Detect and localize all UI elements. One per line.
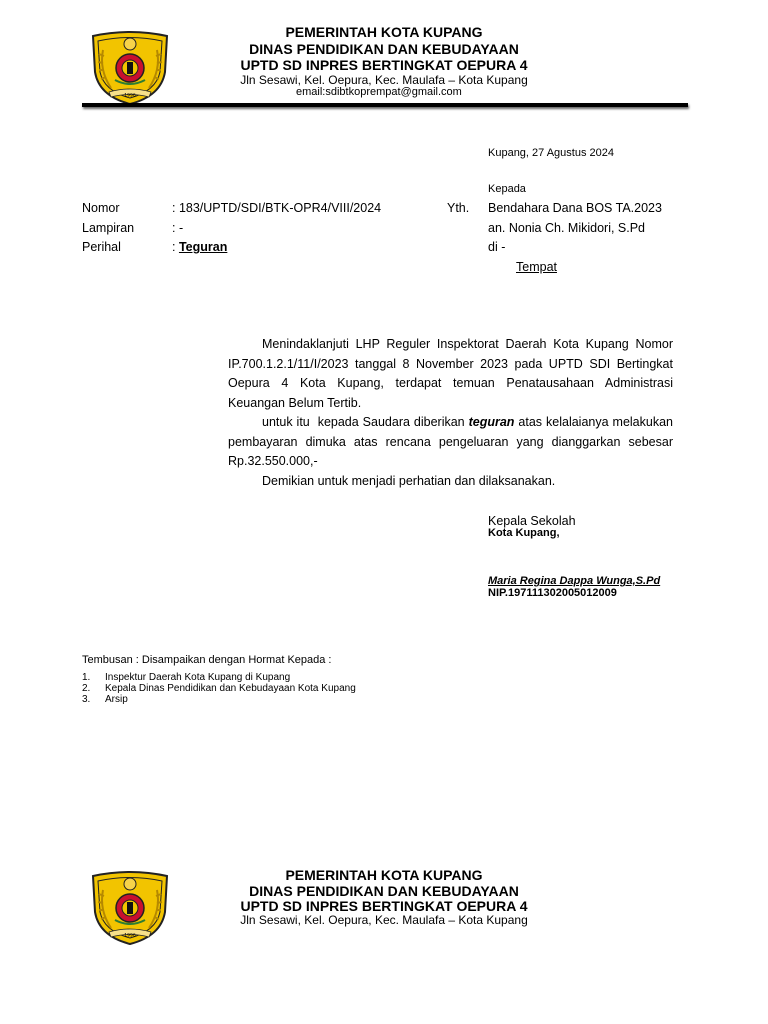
perihal-colon: : [172, 240, 179, 254]
recipient-yth: Yth. [447, 201, 470, 215]
kop-line-1: PEMERINTAH KOTA KUPANG [285, 24, 483, 40]
tembusan-item-num: 3. [82, 694, 91, 705]
lampiran-label: Lampiran [82, 221, 135, 235]
kop-line-2: DINAS PENDIDIKAN DAN KEBUDAYAAN [249, 41, 519, 57]
recipient-line-3: di - [488, 240, 506, 254]
emblem-year: 1996 [124, 933, 136, 939]
emblem-year: 1996 [124, 93, 136, 99]
header-divider [82, 103, 688, 107]
body-p2-before: untuk itu kepada Saudara diberikan [262, 415, 469, 429]
recipient-kepada: Kepada [488, 183, 526, 195]
body-paragraph-1: Menindaklanjuti LHP Reguler Inspektorat Daerah Kota Kupang Nomor IP.700.1.2.1/11/I/2023 tanggal 8 November 2023 pada UPTD SDI Bertingkat Oepura 4 Kota Kupang, terdapat temuan Penatausahaan Administrasi Keuangan Belum Tertib. [228, 337, 673, 410]
body-p2-after: atas kelalaianya melakukan pembayaran dimuka atas rencana pengeluaran yang dianggarkan sebesar Rp.32.550.000,- [228, 415, 673, 468]
tembusan-heading: Tembusan : Disampaikan dengan Hormat Kepada : [82, 654, 332, 666]
recipient-line-1: Bendahara Dana BOS TA.2023 [488, 201, 662, 215]
kop-address: Jln Sesawi, Kel. Oepura, Kec. Maulafa – Kota Kupang [240, 913, 528, 927]
recipient-line-2: an. Nonia Ch. Mikidori, S.Pd [488, 221, 646, 235]
body-paragraph-3: Demikian untuk menjadi perhatian dan dilaksanakan. [262, 473, 556, 488]
lampiran-value: : - [172, 221, 184, 235]
perihal-value: Teguran [178, 240, 228, 254]
tembusan-item-text: Kepala Dinas Pendidikan dan Kebudayaan Kota Kupang [105, 683, 356, 694]
signature-place: Kota Kupang, [488, 527, 560, 539]
tembusan-item-num: 2. [82, 683, 91, 694]
perihal-row [172, 240, 227, 254]
kop-line-3: UPTD SD INPRES BERTINGKAT OEPURA 4 [240, 57, 528, 73]
date-line: Kupang, 27 Agustus 2024 [488, 147, 614, 159]
kop-line-3: UPTD SD INPRES BERTINGKAT OEPURA 4 [240, 898, 528, 914]
nomor-label: Nomor [82, 201, 120, 215]
tembusan-item-text: Arsip [105, 694, 128, 705]
tembusan-item-num: 1. [82, 672, 91, 683]
nomor-value: : 183/UPTD/SDI/BTK-OPR4/VIII/2024 [172, 201, 382, 215]
kop-email: email:sdibtkoprempat@gmail.com [296, 86, 462, 98]
kop-line-2: DINAS PENDIDIKAN DAN KEBUDAYAAN [249, 883, 519, 899]
signature-nip: NIP.197111302005012009 [488, 587, 617, 599]
signature-name: Maria Regina Dappa Wunga,S.Pd [488, 575, 661, 587]
letter-body [228, 335, 673, 491]
recipient-line-4: Tempat [516, 260, 557, 274]
body-p2-emphasis: teguran [468, 415, 515, 429]
kop-address: Jln Sesawi, Kel. Oepura, Kec. Maulafa – Kota Kupang [240, 73, 528, 87]
kop-line-1: PEMERINTAH KOTA KUPANG [285, 867, 483, 883]
body-paragraph-2 [228, 413, 673, 472]
tembusan-item-text: Inspektur Daerah Kota Kupang di Kupang [105, 672, 291, 683]
perihal-label: Perihal [82, 240, 121, 254]
signature-title: Kepala Sekolah [488, 514, 576, 528]
